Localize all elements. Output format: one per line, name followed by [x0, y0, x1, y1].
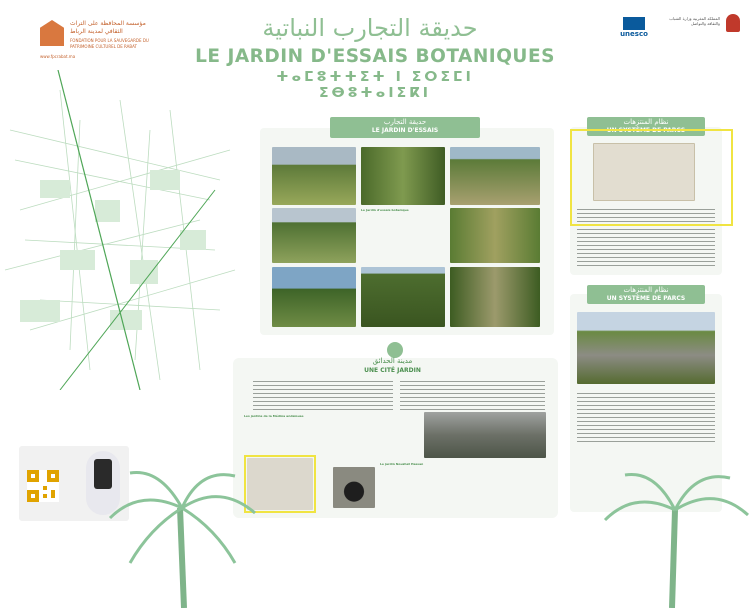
photo-7	[361, 267, 445, 327]
arch-photo	[333, 467, 375, 508]
foundation-name-fr: FONDATION POUR LA SAUVEGARDE DU PATRIMOINE CULTUREL DE RABAT	[70, 38, 149, 49]
page-title-fr: LE JARDIN D'ESSAIS BOTANIQUES	[195, 46, 555, 67]
garden-city-text-1	[253, 378, 393, 410]
parks-panel-1-tag: نظام المنتزهات UN SYSTÈME DE PARCS	[587, 117, 705, 136]
palm-tree-left	[100, 468, 260, 608]
page-title-ar: حديقة التجارب النباتية	[262, 14, 478, 42]
photo-1	[272, 147, 356, 205]
photo-3	[450, 147, 540, 205]
garden-city-text-2	[400, 378, 545, 410]
parks-panel-2-tag: نظام المنتزهات UN SYSTÈME DE PARCS	[587, 285, 705, 304]
parks-text-2	[577, 390, 715, 442]
photo-4	[272, 208, 356, 263]
building-icon	[40, 20, 64, 46]
photo-5	[450, 208, 540, 263]
garden-city-tag-fr: UNE CITÉ JARDIN	[364, 367, 421, 374]
unesco-logo: unesco	[616, 17, 652, 43]
city-map	[0, 70, 240, 390]
photo-2	[361, 147, 445, 205]
aerial-photo	[424, 412, 546, 458]
palm-tree-right	[600, 470, 750, 608]
emblem-icon	[726, 14, 740, 32]
page-title-tz: ⵜⴰⵎⵓⵜⵜⵉⵜ ⵏ ⵉⵔⵉⵎⵏ ⵉⴱⵓⵜⴰⵏⵉⴽⵏ	[276, 69, 474, 101]
avenue-photo	[577, 312, 715, 384]
temple-icon	[623, 17, 645, 30]
highlight-box	[570, 129, 733, 226]
garden-city-tag-ar: مدينة الحدائق	[372, 357, 413, 365]
medina-text: Les jardins de la Médina andalouse	[244, 414, 304, 418]
main-panel-tag: حديقة التجارب LE JARDIN D'ESSAIS	[330, 117, 480, 138]
foundation-logo	[40, 16, 150, 66]
photo-8	[450, 267, 540, 327]
photo-6	[272, 267, 356, 327]
main-text: Le Jardin d'essais botanique	[361, 208, 409, 212]
qr-code-icon[interactable]	[27, 470, 59, 502]
foundation-url: www.fpcrabat.ma	[40, 54, 76, 59]
foundation-name-ar: مؤسسة المحافظة على التراث الثقافي لمدينة الرباط	[70, 20, 146, 35]
ministry-logo: المملكة المغربية وزارة الشباب والثقافة والتواصل	[660, 14, 740, 48]
nouzhat-text: Le jardin Nouzhat Hassan	[380, 462, 424, 466]
